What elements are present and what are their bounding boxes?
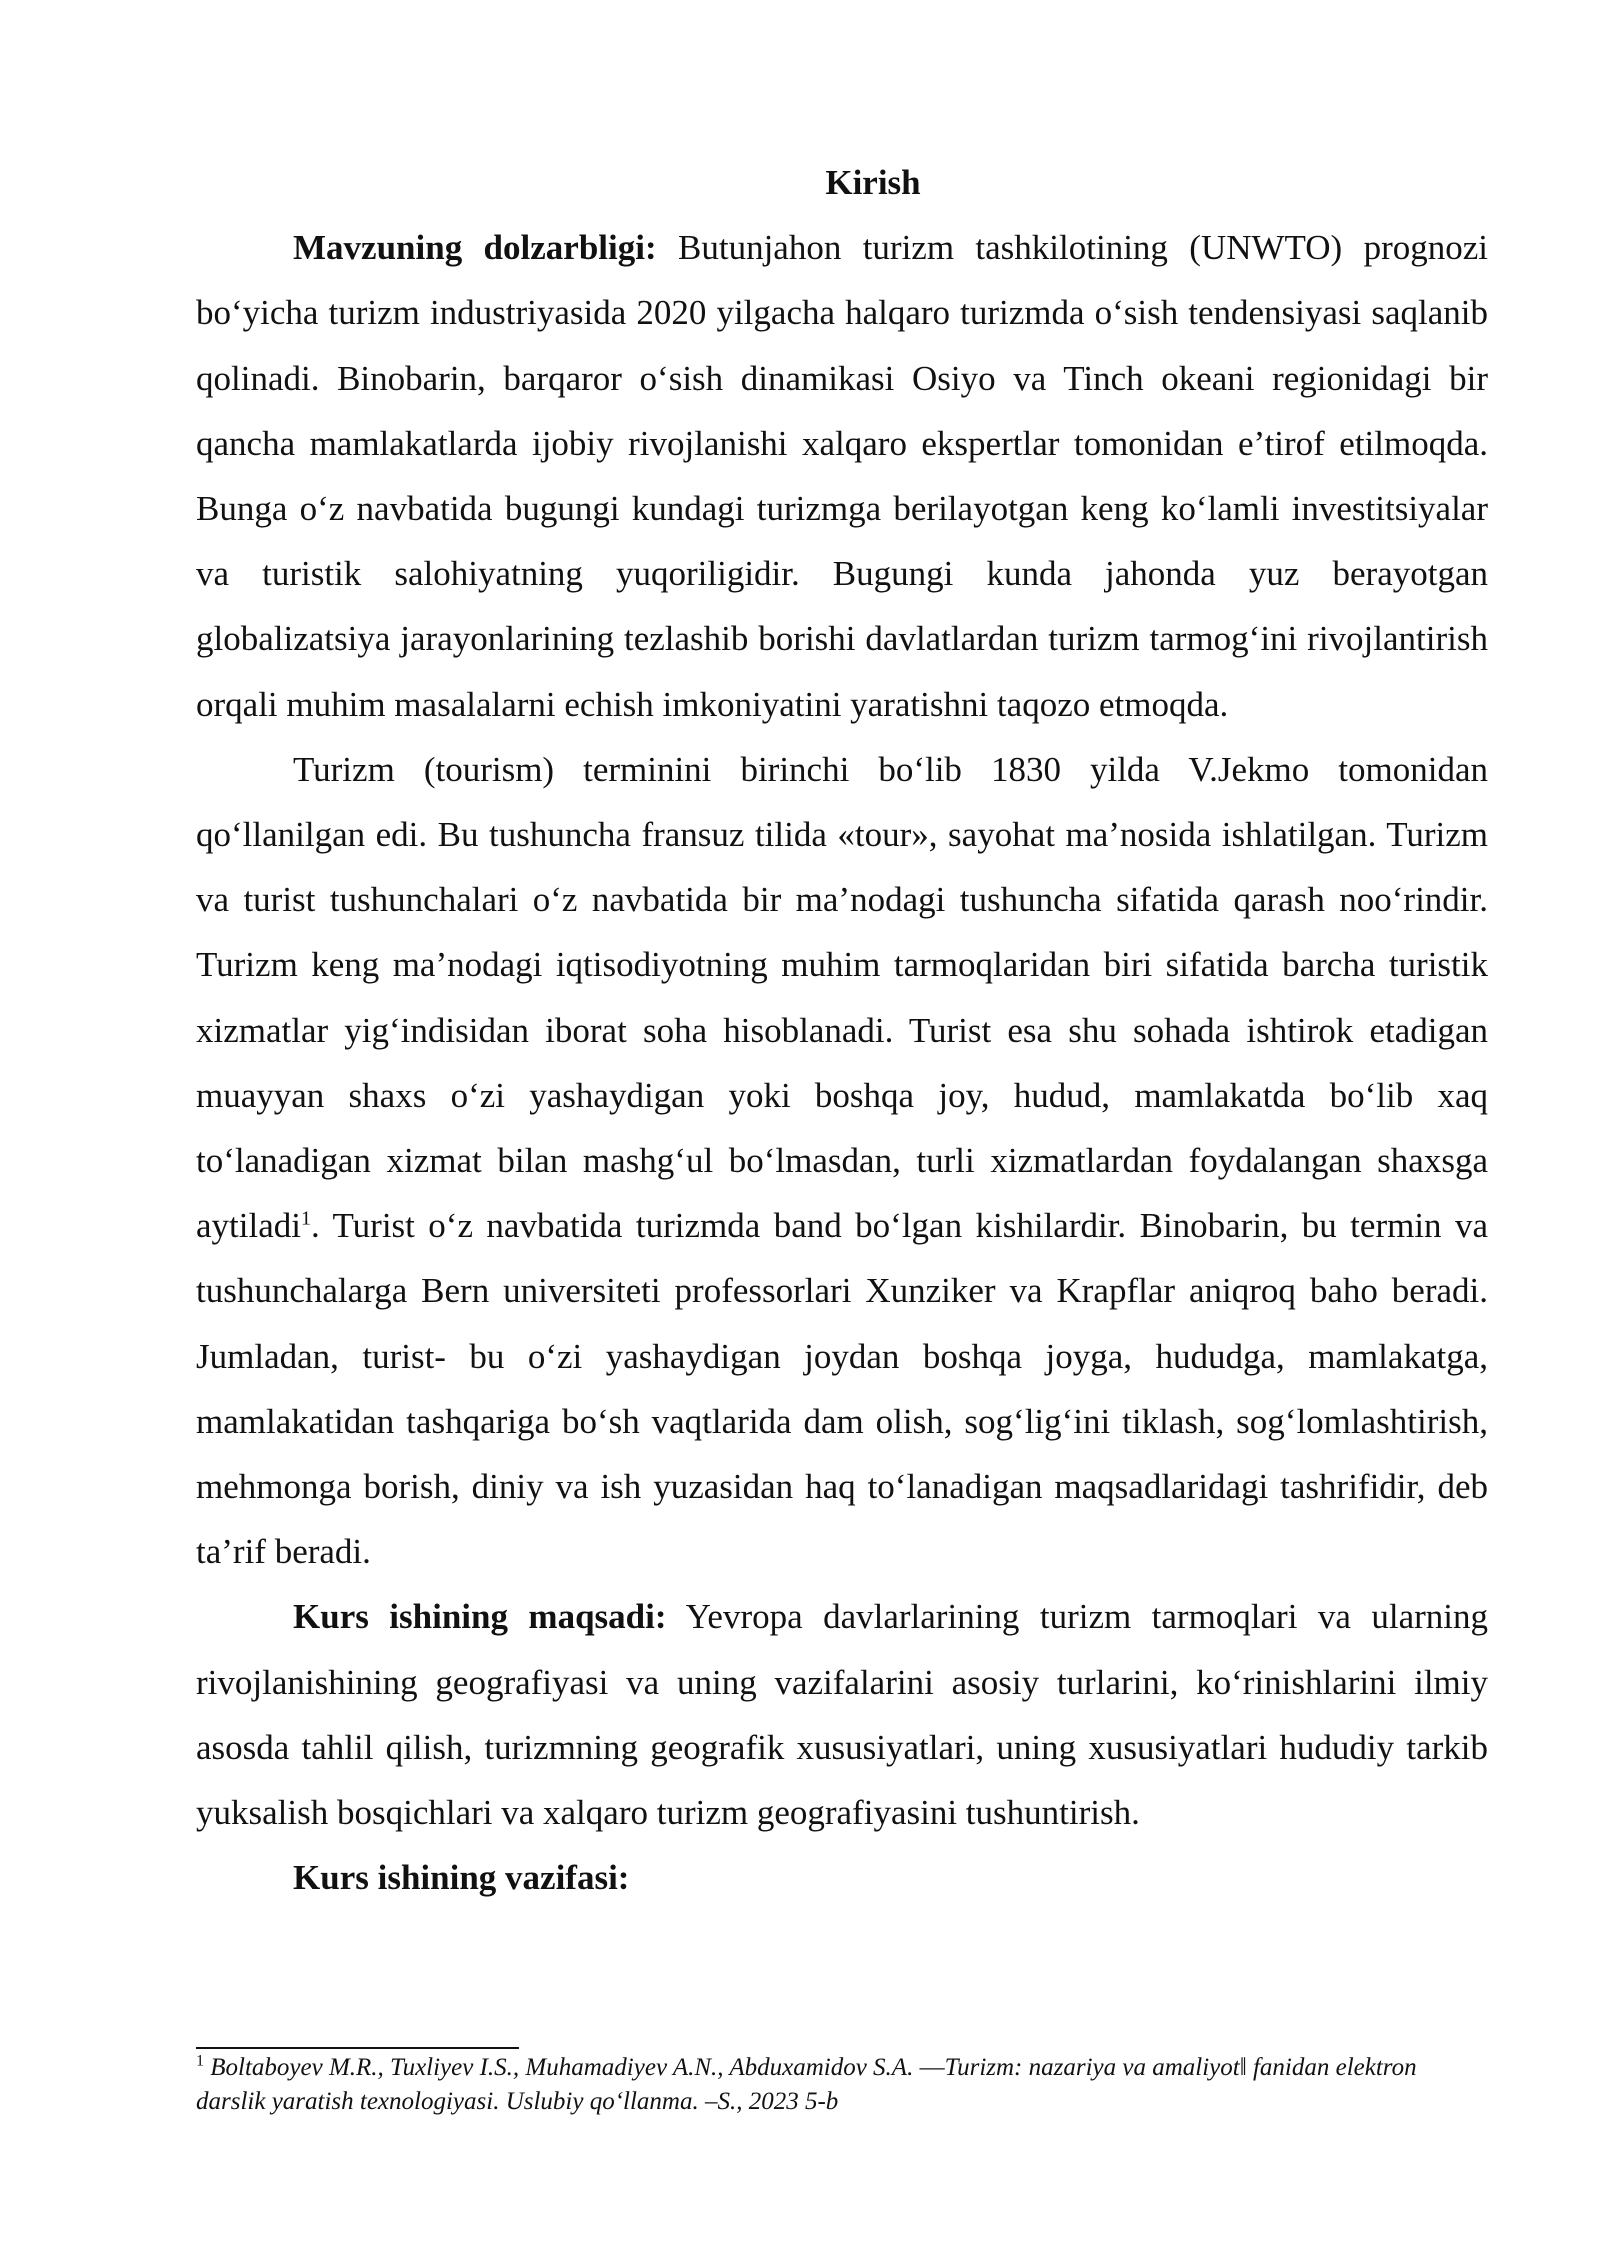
paragraph-tourism-term (196, 737, 1488, 1585)
paragraph-relevance (196, 215, 1488, 737)
paragraph-lead: Kurs ishining maqsadi: (293, 1597, 667, 1637)
footnote-text: Boltaboyev M.R., Tuxliyev I.S., Muhamadiyev A.N., Abduxamidov S.A. ―Turizm: nazariya va amaliyot‖ fanidan elektron darslik yaratish texnologiyasi. Uslubiy qo‘llanma. –S., 2023 5-b (196, 2054, 1417, 2115)
paragraph-text: Butunjahon turizm tashkilotining (UNWTO) prognozi bo‘yicha turizm industriyasida 2020 yilgacha halqaro turizmda o‘sish tendensiyasi saqlanib qolinadi. Binobarin, barqaror o‘sish dinamikasi Osiyo va Tinch okeani regionidagi bir qancha mamlakatlarda ijobiy rivojlanishi xalqaro ekspertlar tomonidan e’tirof etilmoqda. Bunga o‘z navbatida bugungi kundagi turizmga berilayotgan keng ko‘lamli investitsiyalar va turistik salohiyatning yuqoriligidir. Bugungi kunda jahonda yuz berayotgan globalizatsiya jarayonlarining tezlashib borishi davlatlardan turizm tarmog‘ini rivojlantirish orqali muhim masalalarni echish imkoniyatini yaratishni taqozo etmoqda. (196, 228, 1488, 724)
paragraph-lead: Kurs ishining vazifasi: (293, 1858, 630, 1898)
paragraph-text: . Turist o‘z navbatida turizmda band bo‘lgan kishilardir. Binobarin, bu termin va tushunchalarga Bern universiteti professorlari Xunziker va Krapflar aniqroq baho beradi. Jumladan, turist- bu o‘zi yashaydigan joydan boshqa joyga, hududga, mamlakatga, mamlakatidan tashqariga bo‘sh vaqtlarida dam olish, sog‘lig‘ini tiklash, sog‘lomlashtirish, mehmonga borish, diniy va ish yuzasidan haq to‘lanadigan maqsadlaridagi tashrifidir, deb ta’rif beradi. (196, 1206, 1488, 1572)
footnote-number: 1 (196, 2052, 204, 2070)
footnote-reference[interactable]: 1 (300, 1207, 311, 1230)
document-body (196, 150, 1488, 1910)
paragraph-goal (196, 1584, 1488, 1845)
footnote-separator (196, 2047, 519, 2049)
paragraph-text: Turizm (tourism) terminini birinchi bo‘lib 1830 yilda V.Jekmo tomonidan qo‘llanilgan edi. Bu tushuncha fransuz tilida «tour», sayohat ma’nosida ishlatilgan. Turizm va turist tushunchalari o‘z navbatida bir ma’nodagi tushuncha sifatida qarash noo‘rindir. Turizm keng ma’nodagi iqtisodiyotning muhim tarmoqlaridan biri sifatida barcha turistik xizmatlar yig‘indisidan iborat soha hisoblanadi. Turist esa shu sohada ishtirok etadigan muayyan shaxs o‘zi yashaydigan yoki boshqa joy, hudud, mamlakatda bo‘lib xaq to‘lanadigan xizmat bilan mashg‘ul bo‘lmasdan, turli xizmatlardan foydalangan shaxsga aytiladi (196, 749, 1488, 1246)
paragraph-tasks (196, 1845, 1488, 1910)
footnote (196, 2051, 1488, 2119)
paragraph-lead: Mavzuning dolzarbligi: (293, 228, 657, 268)
page-title: Kirish (825, 163, 921, 202)
paragraph-text: Yevropa davlarlarining turizm tarmoqlari va ularning rivojlanishining geografiyasi va uning vazifalarini asosiy turlarini, ko‘rinishlarini ilmiy asosda tahlil qilish, turizmning geografik xususiyatlari, uning xususiyatlari hududiy tarkib yuksalish bosqichlari va xalqaro turizm geografiyasini tushuntirish. (196, 1597, 1488, 1833)
